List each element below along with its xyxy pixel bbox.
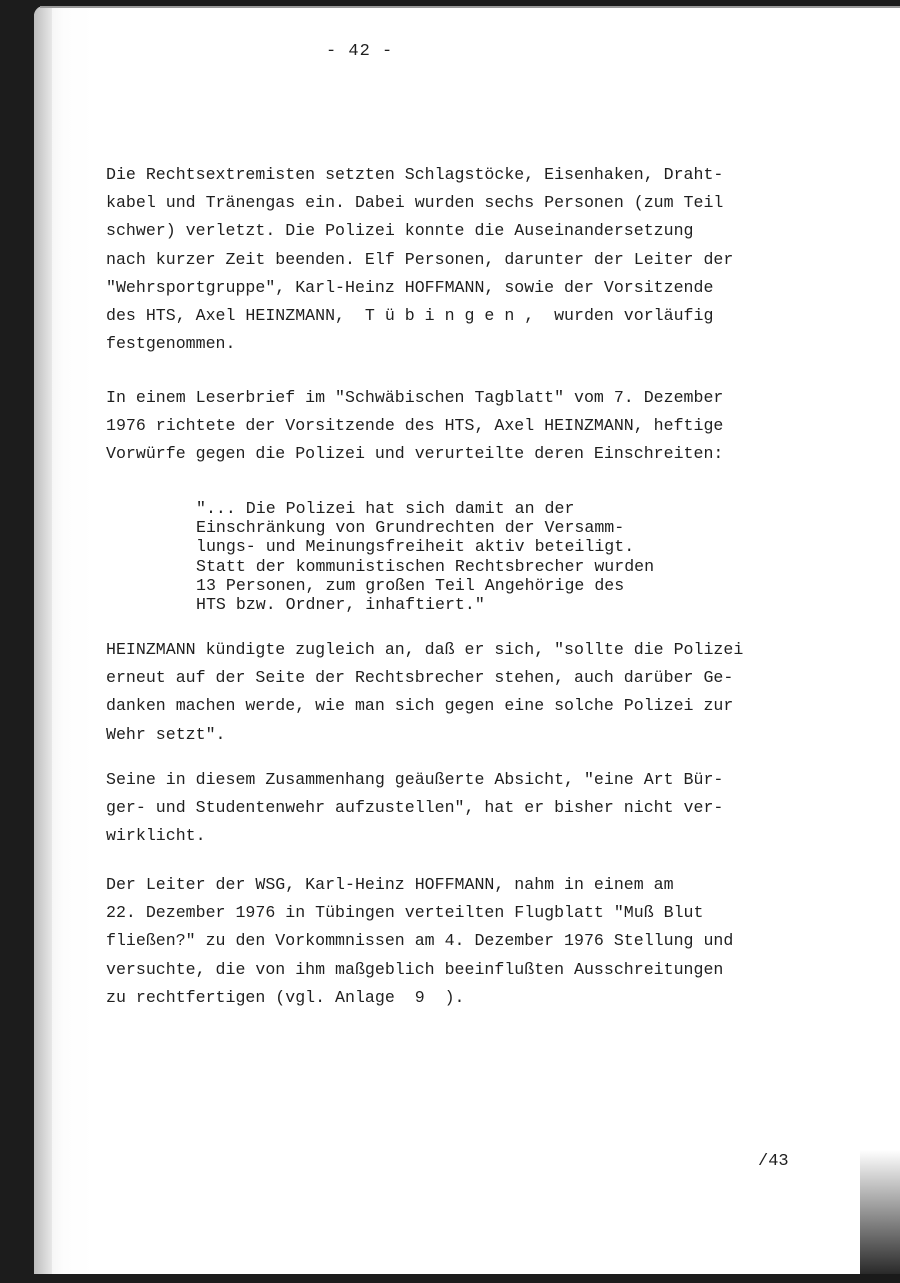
paragraph-leaflet: Der Leiter der WSG, Karl-Heinz HOFFMANN, nahm in einem am 22. Dezember 1976 in Tübingen verteilten Flugblatt "Muß Blut fließen?" zu den Vorkommnissen am 4. Dezember 1976 Stellung und versuchte, die von ihm maßgeblich beeinflußten Ausschreitungen zu rechtfertigen (vgl. Anlage 9 ). <box>106 875 734 1007</box>
page-binding-edge <box>34 6 52 1274</box>
page-top-border <box>40 6 900 8</box>
paragraph-intention: Seine in diesem Zusammenhang geäußerte Absicht, "eine Art Bür- ger- und Studentenwehr aufzustellen", hat er bisher nicht ver- wirklicht. <box>106 770 724 846</box>
paragraph-letter-to-editor: In einem Leserbrief im "Schwäbischen Tagblatt" vom 7. Dezember 1976 richtete der Vorsitzende des HTS, Axel HEINZMANN, heftige Vorwürfe gegen die Polizei und verurteilte deren Einschreiten: <box>106 388 724 464</box>
paragraph-riot-description: Die Rechtsextremisten setzten Schlagstöcke, Eisenhaken, Draht- kabel und Tränengas ein. Dabei wurden sechs Personen (zum Teil schwer) verletzt. Die Polizei konnte die Auseinandersetzung nach kurzer Zeit beenden. Elf Personen, darunter der Leiter der "Wehrsportgruppe", Karl-Heinz HOFFMANN, sowie der Vorsitzende des HTS, Axel HEINZMANN, T ü b i n g e n , wurden vorläufig festgenommen. <box>106 165 734 354</box>
paragraph-announcement: HEINZMANN kündigte zugleich an, daß er sich, "sollte die Polizei erneut auf der Seite der Rechtsbrecher stehen, auch darüber Ge- danken machen werde, wie man sich gegen eine solche Polizei zur Wehr setzt". <box>106 640 744 744</box>
next-page-marker: /43 <box>758 1152 789 1171</box>
block-quote: "... Die Polizei hat sich damit an der Einschränkung von Grundrechten der Versamm- lungs- und Meinungsfreiheit aktiv beteiligt. Statt der kommunistischen Rechtsbrecher wurden 13 Personen, zum großen Teil Angehörige des HTS bzw. Ordner, inhaftiert." <box>196 499 655 615</box>
page-number: - 42 - <box>326 42 394 61</box>
scan-shadow <box>860 1150 900 1283</box>
